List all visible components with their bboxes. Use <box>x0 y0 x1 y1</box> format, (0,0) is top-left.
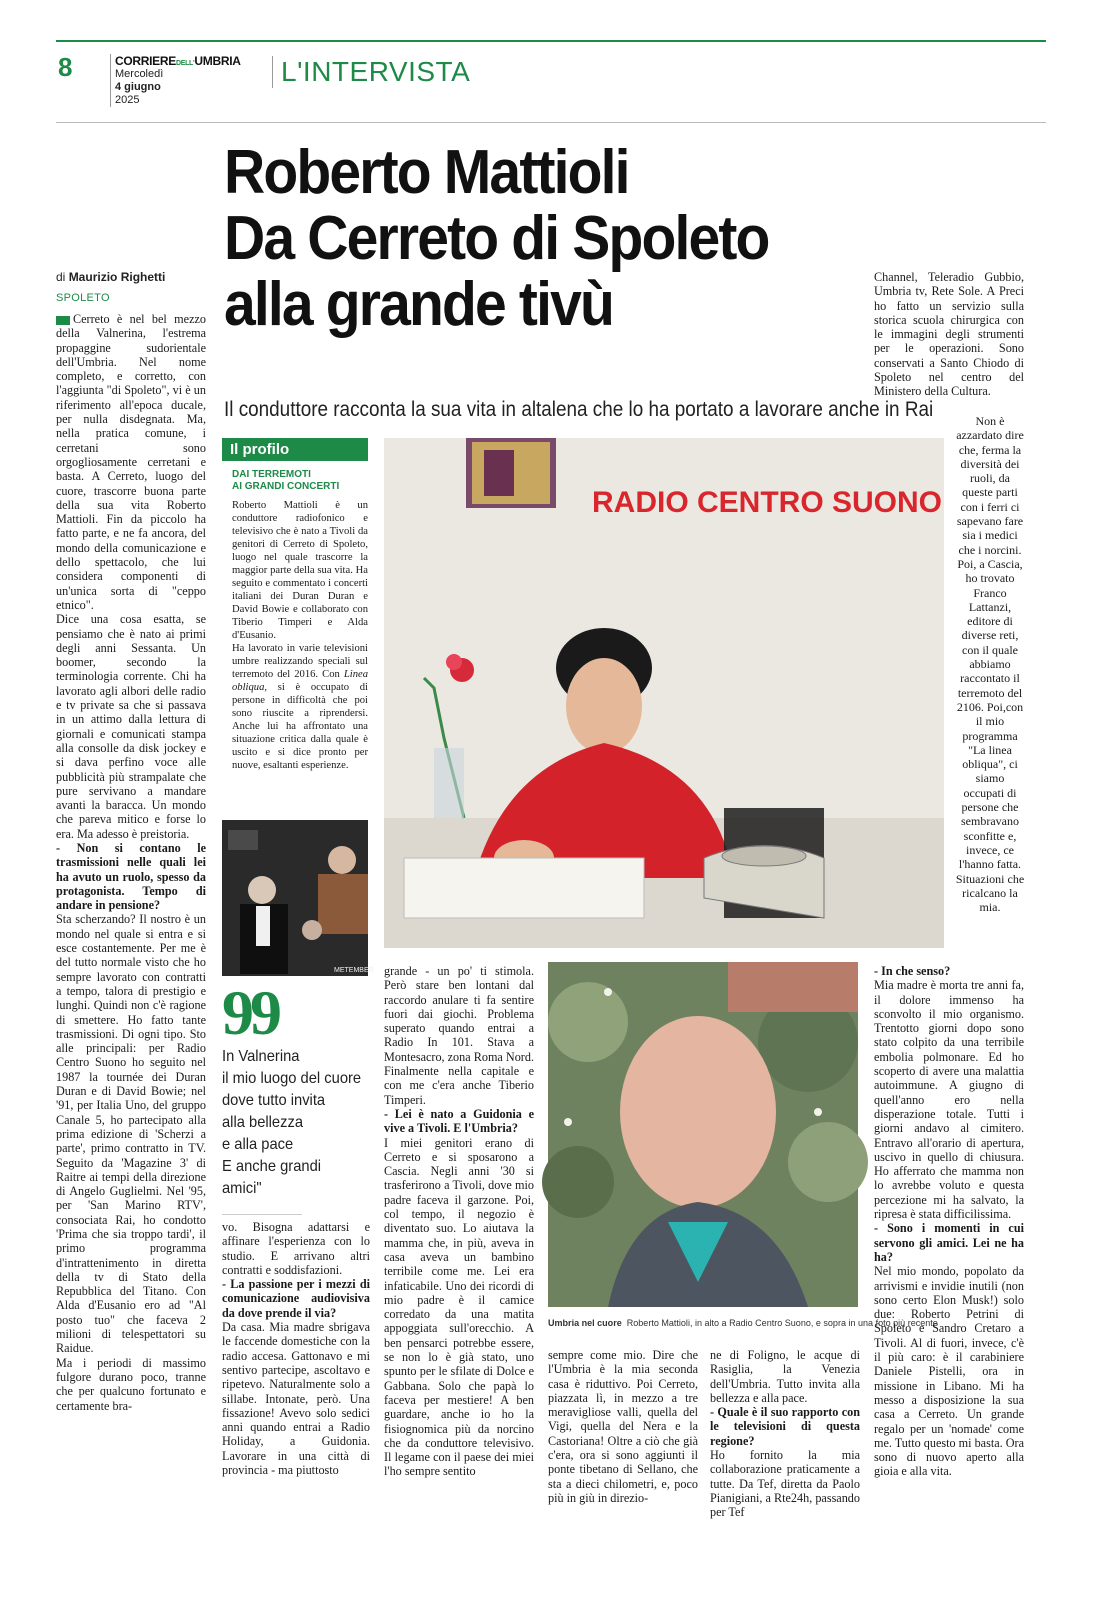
profile-text: Roberto Mattioli è un conduttore radiofonico e televisivo che è nato a Tivoli da genitori di Cerreto di Spoleto, luogo nel quale trascorre la maggior parte della sua vita. Ha seguito e commentato i concerti italiani dei Duran Duran e David Bowie e collaborato con Tiberio Timperi e Alda d'Eusanio. Ha lavorato in varie televisioni umbre realizzando speciali sul terremoto del 2016. Con Linea obliqua, si è occupato di persone in difficoltà che poi sono riuscite a riprendersi. Anche lui ha affrontato una situazione critica dalla quale è uscito e si dice pronto per nuove, esaltanti esperienze. <box>232 500 368 771</box>
article-column-2: vo. Bisogna adattarsi e affinare l'esperienza con lo studio. E arrivano altri contratti e soddisfazioni. - La passione per i mezzi di comunicazione audiovisiva da dove prende il via? Da casa. Mia madre sbrigava le faccende domestiche con la radio accesa. Gattonavo e mi sentivo partecipe, ascoltavo e ripetevo. Naturalmente solo a sillabe. Intonate, però. Una fissazione! Avevo solo sedici anni quando entrai a Radio Holiday, a Guidonia. Lavorare in una città di provincia - ma piuttosto <box>222 1220 370 1478</box>
headline-line-3: alla grande tivù <box>224 270 613 339</box>
small-photo <box>222 820 374 976</box>
dateline-place: SPOLETO <box>56 292 110 304</box>
photo-credit: METEMBER <box>334 967 374 974</box>
article-column-3: grande - un po' ti stimola. Però stare ben lontani dal raccordo anulare ti fa sentire fuori dai giochi. Problema superato quando entrai a Radio In 101. Stava a Montesacro, zona Roma Nord. Finalmente nella capitale e con me c'era anche Tiberio Timperi. - Lei è nato a Guidonia e vive a Tivoli. E l'Umbria? I miei genitori erano di Cerreto e si sposarono a Cascia. Negli anni '30 si trasferirono a Tivoli, dove mio padre faceva il garzone. Poi, col tempo, il negozio è diventato suo. Lo aiutava la mamma che, in più, aveva in casa aveva un bambino terribile come me. Lei era infaticabile. Uno dei ricordi di mio padre è il camice corredato da una matita appoggiata sull'orecchio. A ben pensarci potrebbe essere, se non lo è già stato, uno spunto per le sfilate di Dolce e Gabbana. Solo che papà lo faceva per mestiere! A ben guardare, anche io ho la fisiognomica più da norcino che da conduttore televisivo. Il legame con il paese dei miei l'ho sempre sentito <box>384 964 534 1479</box>
deck-subtitle: Il conduttore racconta la sua vita in altalena che lo ha portato a lavorare anche in Rai <box>224 398 934 421</box>
article-column-4: sempre come mio. Dire che l'Umbria è la mia seconda casa è riduttivo. Poi Cerreto, piazzata lì, in mezzo a tre meravigliose valli, quella del Vigi, quella del Nera e la Castoriana! Oltre a ciò che già c'era, ora si sono aggiunti il ponte tibetano di Sellano, che sta a dieci chilometri, e, poco più in giù in direzio- <box>548 1348 698 1505</box>
headline <box>224 140 831 338</box>
quote-rule <box>222 1214 302 1215</box>
newspaper-logo: CORRIEREDELL'UMBRIA <box>115 54 241 68</box>
article-column-6-top: Channel, Teleradio Gubbio, Umbria tv, Rete Sole. A Preci ho fatto un servizio sulla storica scuola chirurgica con le immagini degli strumenti per le operazioni. Sono conservati a Santo Chiodo di Spoleto nel centro del Ministero della Cultura. <box>874 270 1024 399</box>
radio-sign: RADIO CENTRO SUONO <box>592 486 943 519</box>
article-column-5: ne di Foligno, le acque di Rasiglia, la Venezia dell'Umbria. Tutto invita alla bellezza e alla pace. - Quale è il suo rapporto con le televisioni di questa regione? Ho fornito la mia collaborazione praticamente a tutte. Da Tef, diretta da Paolo Pianigiani, a Rte24h, passando per Tef <box>710 1348 860 1520</box>
quote-text: In Valnerina il mio luogo del cuore dove tutto invita alla bellezza e alla pace E anche grandi amici" <box>222 1048 362 1197</box>
author-name: Maurizio Righetti <box>68 270 166 284</box>
main-photo <box>384 438 944 948</box>
page-number: 8 <box>58 52 73 82</box>
masthead <box>110 54 241 107</box>
pull-quote <box>222 977 372 1215</box>
article-column-6-narrow: Non è azzardato dire che, ferma la diversità dei ruoli, da queste parti con i ferri ci sapevano fare sia i medici che i norcini. Poi, a Cascia, ho trovato Franco Lattanzi, editore di diverse reti, con il quale abbiamo raccontato il terremoto del 2106. Poi,con il mio programma "La linea obliqua", ci siamo occupati di persone che sembravano sconfitte e, invece, ce l'hanno fatta. Situazioni che ricalcano la mia. <box>955 414 1025 915</box>
weekday: Mercoledì <box>115 68 164 80</box>
profile-kicker: DAI TERREMOTI AI GRANDI CONCERTI <box>232 469 340 492</box>
article-column-6-bottom: - In che senso? Mia madre è morta tre anni fa, il dolore immenso ha sconvolto il mio organismo. Trentotto giorni dopo sono stato colpito da una terribile embolia polmonare. Ed ho scoperto di avere una malattia autoimmune. A giugno di quell'anno ero nella disperazione totale. Tutti i giorni andavo al cimitero. Entravo all'orario di apertura, uscivo in quello di chiusura. Ho afferrato che mamma non lo avrebbe voluto e questa percezione mi ha salvato, la ripresa è stata difficilissima. - Sono i momenti in cui servono gli amici. Lei ne ha ha? Nel mio mondo, popolato da arrivismi e invidie inutili (non sono certo Elon Musk!) solo due: Roberto Petrini di Spoleto e Sandro Cretaro a Tivoli. Al di fuori, invece, c'è il più caro: è il carabiniere Daniele Pistelli, ora in missione in Libano. Mi ha messo a disposizione la sua casa a Cerreto. Un grande regalo per un 'nomade' come me. Tutto questo mi basta. Ora sono di nuovo aperto alla gioia e alla vita. <box>874 964 1024 1479</box>
profile-box <box>222 438 368 772</box>
issue-date <box>115 68 220 107</box>
photo-caption: Umbria nel cuore Roberto Mattioli, in alto a Radio Centro Suono, e sopra in una foto più recente <box>548 1318 938 1329</box>
profile-title: Il profilo <box>222 438 368 461</box>
section-title: L'INTERVISTA <box>272 56 470 88</box>
byline: di Maurizio Righetti <box>56 270 166 284</box>
headline-line-1: Roberto Mattioli <box>224 138 629 207</box>
header-rule <box>56 122 1046 123</box>
headline-line-2: Da Cerreto di Spoleto <box>224 204 769 273</box>
top-rule <box>56 40 1046 42</box>
article-column-1: Cerreto è nel bel mezzo della Valnerina, l'estrema propaggine sudorientale dell'Umbria. Nel nome completo, e corretto, con l'aggiunta "di Spoleto", vi è un riferimento all'epoca ducale, per nulla disdegnata. Ma, nella pratica comune, i cerretani sono orgogliosamente cerretani e basta. A Cerreto, luogo del cuore, trascorre buona parte della sua vita Roberto Mattioli. Fin da piccolo ha fatto parte, e ne fa ancora, del mondo della comunicazione e dello spettacolo, che lui considera componenti di un'unica sorta di "ceppo etnico". Dice una cosa esatta, se pensiamo che è nato ai primi degli anni Sessanta. Un boomer, secondo la terminologia corrente. Chi ha lavorato agli albori delle radio e tv private sa che si passava in un attimo dalla lettura di giornali e comunicati stampa alla consolle da disk jockey e si dava perfino voce alle pubblicità più strampalate che pure servivano a mandare avanti la baracca. Un mondo che pareva mitico e forse lo era. Ma adesso è preistoria. - Non si contano le trasmissioni nelle quali lei ha avuto un ruolo, spesso da protagonista. Tempo di andare in pensione? Sta scherzando? Il nostro è un mondo nel quale si entra e si esce costantemente. Per me è del tutto normale visto che ho sempre lavorato con contratti a tempo, talora di prestigio e lunghi. Quindi non c'è ragione di smettere. Ho fatto tante trasmissioni. Di ogni tipo. Sto alle principali: per Radio Centro Suono ho seguito nel 1987 la tournée dei Duran Duran e di David Bowie; nel '91, per Italia Uno, del gruppo Canale 5, ho partecipato alla prima edizione di 'Scherzi a parte', primo contratto in TV. Seguito da 'Magazine 3' di Raitre ai tempi della direzione di Angelo Guglielmi. Nel '95, per 'San Marino RTV', consociata Rai, ho condotto 'Prima che sia troppo tardi', il primo programma d'intrattenimento in diretta della tv di Stato della Repubblica del Titano. Con Alda d'Eusanio ero ad "Al posto tuo" che faceva 2 milioni di telespettatori su Raidue. Ma i periodi di massimo fulgore durano poco, tranne che per qualcuno fortunato e certamente bra- <box>56 312 206 1413</box>
portrait-photo <box>548 962 858 1307</box>
year: 2025 <box>115 94 140 106</box>
quote-mark-icon: 99 <box>222 977 278 1048</box>
day-month: 4 giugno <box>115 81 161 93</box>
start-marker-icon <box>56 316 70 325</box>
